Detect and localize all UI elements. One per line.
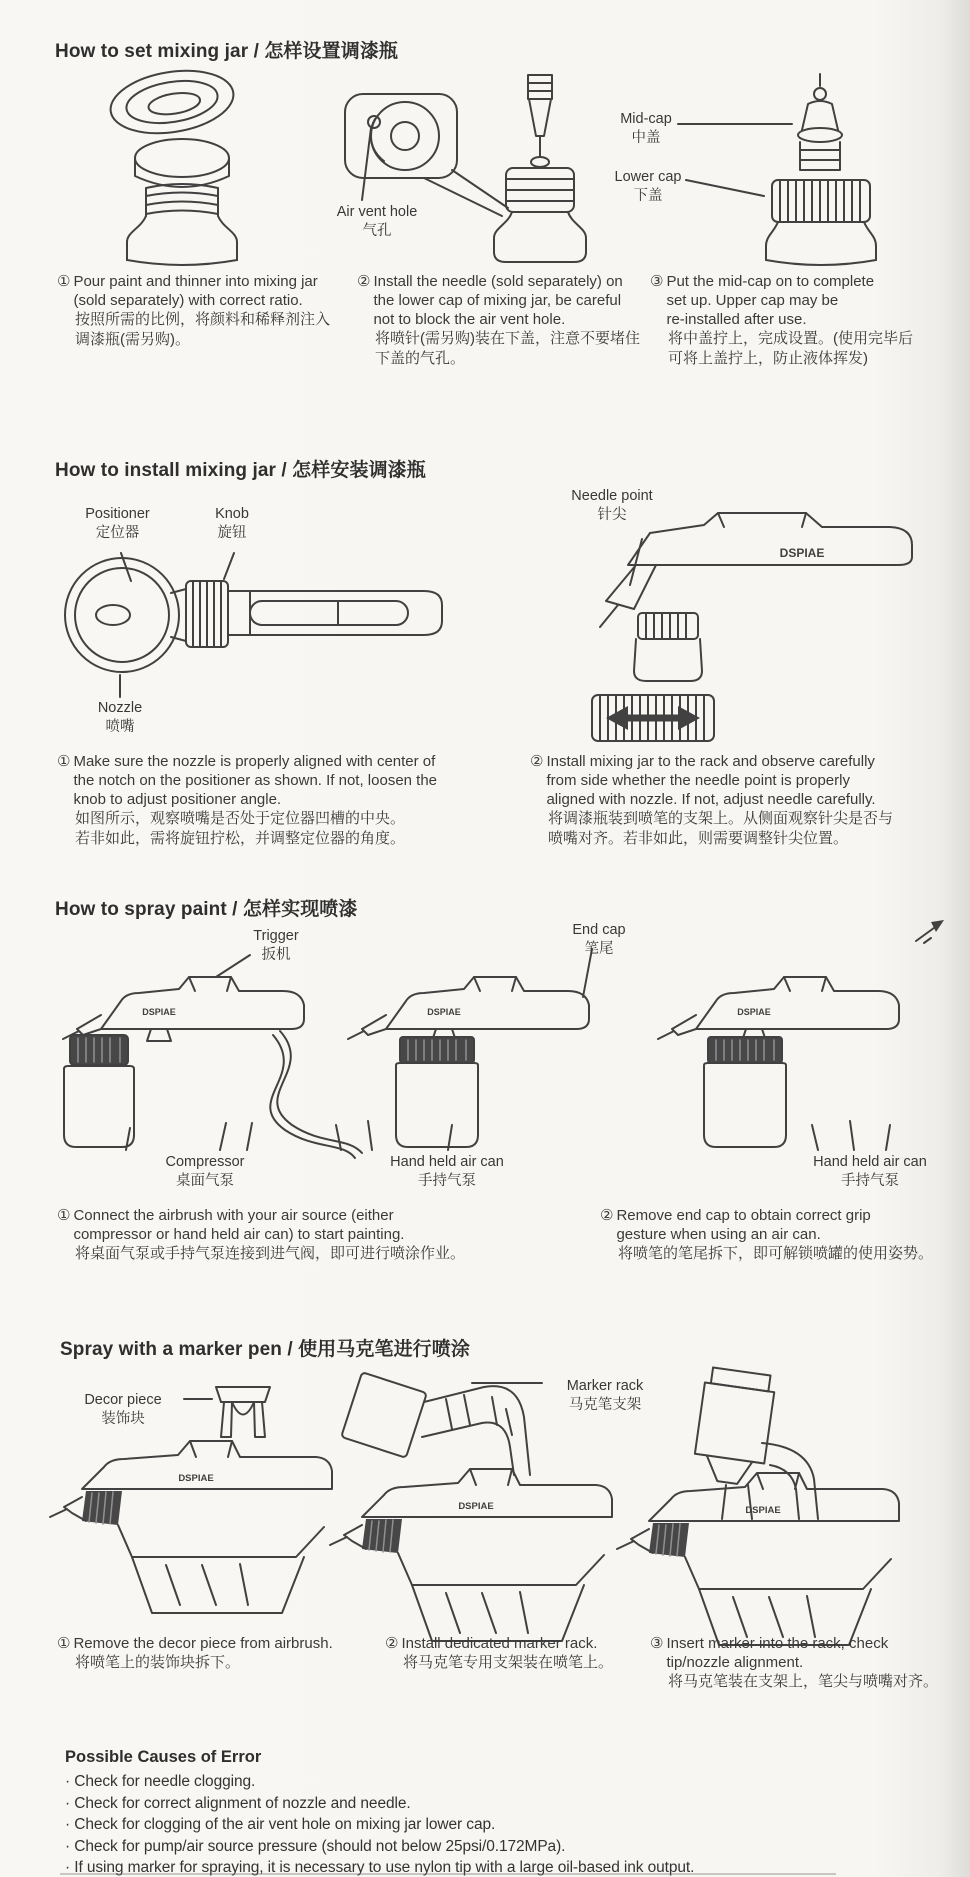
step-text-cn: 将喷笔的笔尾拆下，即可解锁喷罐的使用姿势。 <box>618 1245 934 1262</box>
label-text-cn: 中盖 <box>631 130 661 146</box>
drawing-airbrush-with-compressor <box>63 977 362 1158</box>
illustration-spray-paint: DSPIAE <box>0 885 970 1295</box>
step <box>57 1634 392 1673</box>
label-text-cn: 马克笔支架 <box>568 1397 642 1413</box>
label-compressor <box>140 1153 270 1191</box>
step-number: ① <box>57 1635 71 1652</box>
step-text-en: Remove the decor piece from airbrush. <box>73 1635 333 1652</box>
label-lower-cap <box>606 168 690 206</box>
step-text-cn: 将马克笔装在支架上，笔尖与喷嘴对齐。 <box>668 1673 939 1690</box>
label-decor-piece <box>64 1391 182 1429</box>
air-vent-pointer-line <box>362 128 371 200</box>
label-text-cn: 装饰块 <box>101 1411 145 1427</box>
label-mid-cap <box>610 110 682 148</box>
step-number: ① <box>57 273 71 290</box>
step-text-en: Insert marker into the rack, check tip/nozzle alignment. <box>666 1635 889 1671</box>
label-text-cn: 喷嘴 <box>105 719 135 735</box>
label-end-cap <box>556 921 642 959</box>
label-text-en: Marker rack <box>566 1378 644 1394</box>
label-text-cn: 气孔 <box>362 223 392 239</box>
step <box>530 752 960 849</box>
step <box>57 1206 497 1264</box>
step-number: ① <box>57 753 71 770</box>
step-text-cn: 如图所示，观察喷嘴是否处于定位器凹槽的中央。 若非如此，需将旋钮拧松，并调整定位器的角度。 <box>75 810 406 847</box>
error-item: · Check for needle clogging. <box>65 1773 256 1790</box>
drawing-airbrush-end-cap-removed <box>658 920 944 1150</box>
drawing-airbrush-with-air-can <box>336 977 589 1150</box>
label-text-en: Compressor <box>165 1154 245 1170</box>
step-number: ② <box>357 273 371 290</box>
label-text-en: Knob <box>215 506 249 522</box>
lowercap-pointer-line <box>686 180 764 196</box>
label-text-cn: 定位器 <box>95 525 140 541</box>
section-heading-install-mixing-jar: How to install mixing jar / 怎样安装调漆瓶 <box>55 460 426 481</box>
step <box>650 1634 960 1692</box>
label-text-en: Hand held air can <box>390 1154 504 1170</box>
step-text-cn: 将喷笔上的装饰块拆下。 <box>75 1654 241 1671</box>
label-text-cn: 针尖 <box>597 507 627 523</box>
error-item: · Check for pump/air source pressure (should not below 25psi/0.172MPa). <box>65 1837 566 1855</box>
illustration-marker-pen: DSPIAE <box>0 1325 970 1725</box>
step-text-en: Connect the airbrush with your air source (either compressor or hand held air can) to start painting. <box>73 1207 405 1243</box>
step-text-cn: 将喷针(需另购)装在下盖，注意不要堵住 下盖的气孔。 <box>375 330 640 367</box>
step-number: ① <box>57 1207 71 1224</box>
step-text-en: Put the mid-cap on to complete set up. Upper cap may be re-installed after use. <box>666 273 875 328</box>
error-item: · If using marker for spraying, it is necessary to use nylon tip with a large oil-based ink output. <box>65 1859 695 1876</box>
label-needle-point <box>552 487 672 525</box>
step-number: ③ <box>650 273 664 290</box>
step-number: ② <box>600 1207 614 1224</box>
label-text-en: Lower cap <box>614 169 682 185</box>
possible-causes-of-error <box>65 1748 960 1877</box>
label-knob <box>196 505 268 543</box>
step-text-cn: 将桌面气泵或手持气泵连接到进气阀，即可进行喷涂作业。 <box>75 1245 466 1262</box>
label-positioner <box>70 505 165 543</box>
label-text-cn: 旋钮 <box>217 525 247 541</box>
step-text-en: Install the needle (sold separately) on the lower cap of mixing jar, be careful not to block the air vent hole. <box>373 273 623 328</box>
error-item: · Check for correct alignment of nozzle and needle. <box>65 1794 411 1812</box>
label-text-en: Trigger <box>253 928 299 944</box>
label-hand-held-air-can-2 <box>790 1153 950 1191</box>
step <box>57 272 362 350</box>
step-text-en: Make sure the nozzle is properly aligned with center of the notch on the positioner as shown. If not, loosen the knob to adjust positioner angle. <box>73 753 438 808</box>
step-number: ② <box>385 1635 399 1652</box>
label-text-en: Decor piece <box>84 1392 162 1408</box>
label-text-en: Hand held air can <box>813 1154 927 1170</box>
step <box>385 1634 650 1673</box>
label-text-cn: 笔尾 <box>584 941 614 957</box>
step-text-en: Install dedicated marker rack. <box>401 1635 598 1652</box>
step-text-cn: 将马克笔专用支架装在喷笔上。 <box>403 1654 614 1671</box>
scan-edge-shadow <box>60 1873 836 1875</box>
label-text-en: Needle point <box>571 488 653 504</box>
section-heading-spray-paint: How to spray paint / 怎样实现喷漆 <box>55 899 358 920</box>
label-nozzle <box>80 699 160 737</box>
label-text-cn: 桌面气泵 <box>176 1173 234 1189</box>
step <box>650 272 930 369</box>
drawing-open-jar <box>106 63 238 265</box>
step <box>57 752 517 849</box>
brand-logo: DSPIAE <box>779 546 825 560</box>
label-text-en: Mid-cap <box>620 111 672 127</box>
illustration-set-mixing-jar <box>0 30 970 440</box>
label-text-cn: 下盖 <box>633 188 663 204</box>
section-heading-marker-pen: Spray with a marker pen / 使用马克笔进行喷涂 <box>60 1339 470 1360</box>
label-hand-held-air-can-1 <box>372 1153 522 1191</box>
drawing-positioner-front-view <box>65 553 442 697</box>
drawing-midcap-jar <box>766 74 876 265</box>
step-text-en: Remove end cap to obtain correct grip gesture when using an air can. <box>616 1207 871 1243</box>
label-text-cn: 手持气泵 <box>418 1173 476 1189</box>
label-text-cn: 手持气泵 <box>841 1173 899 1189</box>
step-text-en: Pour paint and thinner into mixing jar (sold separately) with correct ratio. <box>73 273 318 309</box>
step <box>600 1206 950 1264</box>
step-number: ③ <box>650 1635 664 1652</box>
label-text-en: End cap <box>572 922 626 938</box>
label-text-en: Positioner <box>85 506 150 522</box>
step-text-cn: 将中盖拧上，完成设置。(使用完毕后 可将上盖拧上，防止液体挥发) <box>668 330 913 367</box>
label-marker-rack <box>545 1377 665 1415</box>
label-trigger <box>238 927 314 965</box>
step <box>357 272 662 369</box>
section-heading-set-mixing-jar: How to set mixing jar / 怎样设置调漆瓶 <box>55 41 399 62</box>
label-text-en: Nozzle <box>97 700 143 716</box>
step-text-cn: 将调漆瓶装到喷笔的支架上。从侧面观察针尖是否与 喷嘴对齐。若非如此，则需要调整针尖位置。 <box>548 810 894 847</box>
label-text-en: Air vent hole <box>336 204 418 220</box>
step-number: ② <box>530 753 544 770</box>
error-item: · Check for clogging of the air vent hole on mixing jar lower cap. <box>65 1816 496 1833</box>
drawing-airbrush-side-view <box>592 513 912 741</box>
step-text-cn: 按照所需的比例，将颜料和稀释剂注入 调漆瓶(需另购)。 <box>75 311 331 348</box>
errors-heading: Possible Causes of Error <box>65 1748 262 1766</box>
label-air-vent-hole <box>322 203 432 241</box>
label-text-cn: 扳机 <box>261 947 291 963</box>
step-text-en: Install mixing jar to the rack and observe carefully from side whether the needle point is properly aligned with nozzle. If not, adjust needle carefully. <box>546 753 876 808</box>
